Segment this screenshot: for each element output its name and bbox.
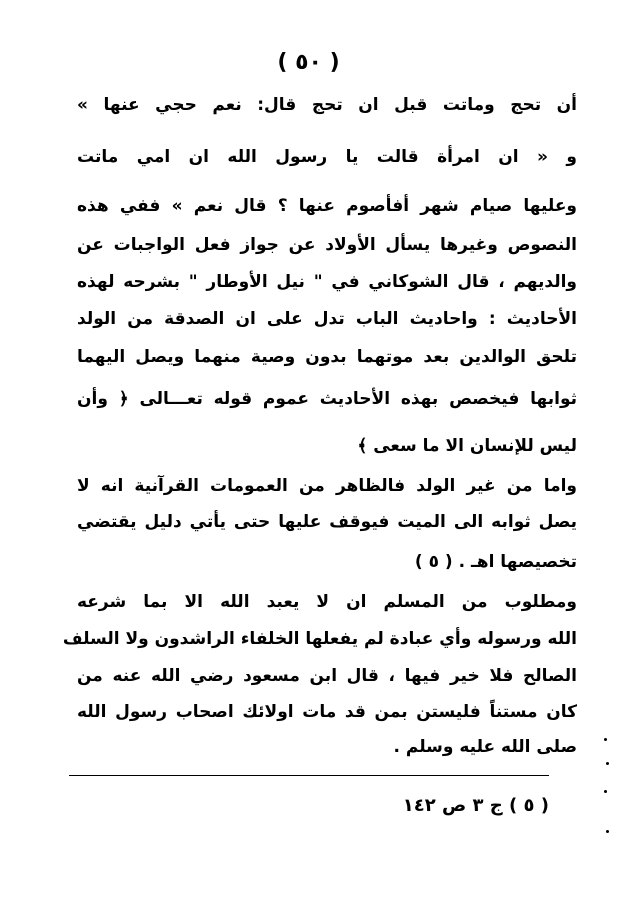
footnote: ( ٥ ) ج ٣ ص ١٤٢: [402, 795, 549, 816]
text-line: النصوص وغيرها يسأل الأولاد عن جواز فعل الواجبات عن: [77, 235, 577, 255]
scan-speck: [606, 762, 609, 765]
text-line: يصل ثوابه الى الميت فيوقف عليها حتى يأتي دليل يقتضي: [77, 512, 577, 532]
page-number: ( ٥٠ ): [277, 50, 340, 75]
text-line: و « ان امرأة قالت يا رسول الله ان امي ماتت: [77, 147, 577, 167]
text-line: أن تحج وماتت قبل ان تحج قال: نعم حجي عنها »: [77, 95, 577, 115]
text-line: وعليها صيام شهر أفأصوم عنها ؟ قال نعم » ففي هذه: [77, 196, 577, 216]
text-line: الصالح فلا خير فيها ، قال ابن مسعود رضي الله عنه من: [77, 666, 577, 686]
scan-speck: [604, 738, 607, 741]
footnote-divider: [69, 775, 549, 776]
text-line: الأحاديث : واحاديث الباب تدل على ان الصدقة من الولد: [77, 309, 577, 329]
text-line: صلى الله عليه وسلم .: [393, 737, 577, 757]
text-line: تلحق الوالدين بعد موتهما بدون وصية منهما ويصل اليهما: [77, 347, 577, 367]
text-line: واما من غير الولد فالظاهر من العمومات القرآنية انه لا: [77, 476, 577, 496]
text-line: ليس للإنسان الا ما سعى ﴾: [357, 436, 577, 456]
text-line: كان مستناً فليستن بمن قد مات اولائك اصحاب رسول الله: [77, 702, 577, 722]
text-line: ثوابها فيخصص بهذه الأحاديث عموم قوله تعـــالى ﴿ وأن: [77, 389, 577, 409]
scan-speck: [606, 830, 609, 833]
text-line: تخصيصها اهـ . ( ٥ ): [414, 552, 577, 572]
text-line: ومطلوب من المسلم ان لا يعبد الله الا بما شرعه: [77, 592, 577, 612]
scan-speck: [604, 790, 607, 793]
text-line: والديهم ، قال الشوكاني في " نيل الأوطار " بشرحه لهذه: [77, 272, 577, 292]
text-line: الله ورسوله وأي عبادة لم يفعلها الخلفاء الراشدون ولا السلف: [62, 629, 577, 649]
